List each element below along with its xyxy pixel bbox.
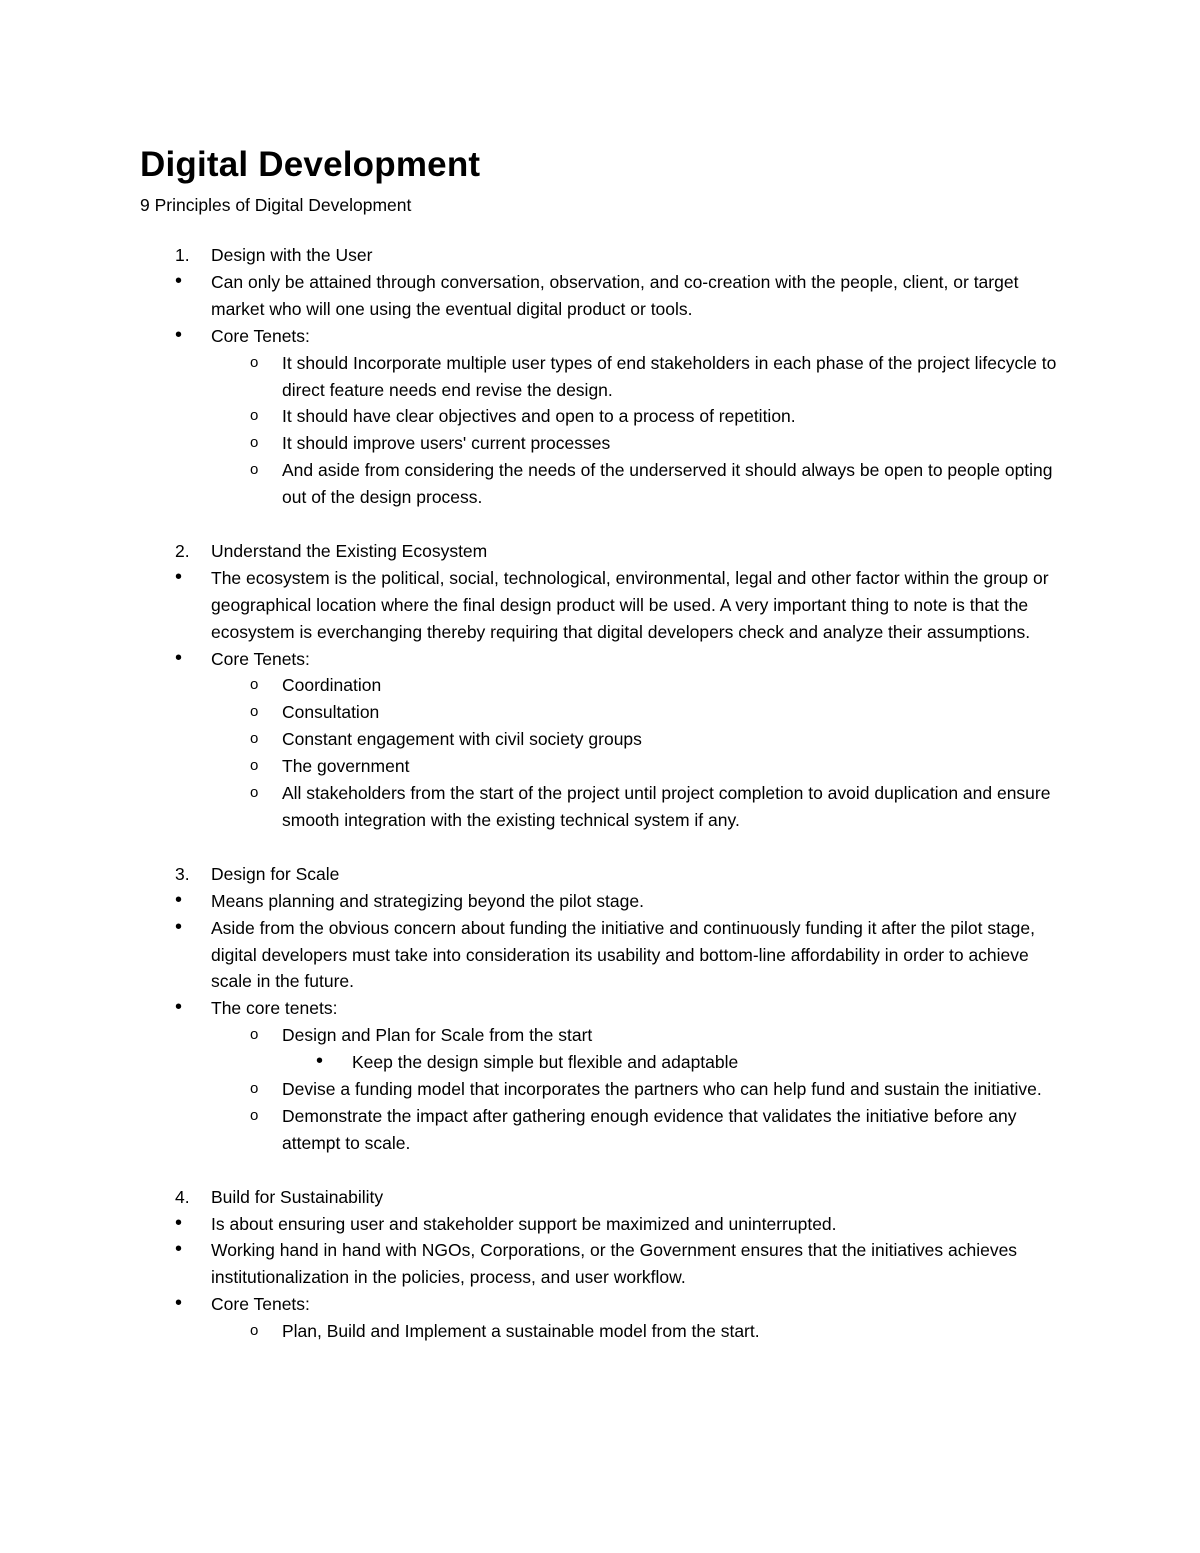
list-item-text: Is about ensuring user and stakeholder support be maximized and uninterrupted. [211, 1213, 837, 1234]
tenet-item [140, 1076, 1070, 1103]
document-body [140, 242, 1070, 1372]
principle-heading [140, 1184, 1070, 1211]
bullet-icon: • [316, 1050, 324, 1073]
tenet-item [140, 430, 1070, 457]
principle-heading [140, 861, 1070, 888]
tenet-item [140, 780, 1070, 834]
bullet-icon: • [175, 269, 183, 292]
list-item [140, 565, 1070, 646]
principle-heading [140, 538, 1070, 565]
list-item-text: Can only be attained through conversation, observation, and co-creation with the people, client, or target market who will one using the eventual digital product or tools. [211, 271, 1019, 319]
list-item [140, 915, 1070, 996]
circle-bullet-icon: o [250, 1026, 259, 1044]
list-number: 1. [175, 245, 190, 265]
tenet-item [140, 726, 1070, 753]
tenet-text: Devise a funding model that incorporates the partners who can help fund and sustain the initiative. [282, 1079, 1042, 1100]
list-item [140, 1237, 1070, 1291]
principle-section [140, 242, 1070, 511]
list-item-text: Core Tenets: [211, 325, 310, 346]
list-item-text: The core tenets: [211, 998, 338, 1019]
bullet-icon: • [175, 1292, 183, 1315]
bullet-icon: • [175, 996, 183, 1019]
circle-bullet-icon: o [250, 434, 259, 452]
principle-heading-text: Design for Scale [211, 863, 340, 884]
sub-tenet-text: Keep the design simple but flexible and adaptable [352, 1052, 739, 1073]
principle-heading [140, 242, 1070, 269]
list-item [140, 323, 1070, 350]
list-number: 3. [175, 863, 190, 884]
tenet-item [140, 350, 1070, 404]
list-item [140, 269, 1070, 323]
circle-bullet-icon: o [250, 407, 259, 425]
circle-bullet-icon: o [250, 703, 259, 721]
tenet-text: Coordination [282, 675, 382, 696]
list-item-text: Working hand in hand with NGOs, Corporations, or the Government ensures that the initiatives achieves institutionalization in the policies, process, and user workflow. [211, 1240, 1018, 1288]
circle-bullet-icon: o [250, 784, 259, 802]
circle-bullet-icon: o [250, 353, 259, 371]
tenet-text: Design and Plan for Scale from the start [282, 1025, 593, 1046]
tenet-item [140, 1022, 1070, 1049]
circle-bullet-icon: o [250, 1080, 259, 1098]
tenet-text: It should have clear objectives and open to a process of repetition. [282, 406, 796, 427]
bullet-icon: • [175, 1238, 183, 1261]
list-item [140, 646, 1070, 673]
bullet-icon: • [175, 565, 183, 588]
circle-bullet-icon: o [250, 1106, 259, 1124]
circle-bullet-icon: o [250, 1322, 259, 1340]
list-number: 2. [175, 540, 190, 561]
tenet-text: Plan, Build and Implement a sustainable model from the start. [282, 1321, 760, 1342]
document-title: Digital Development [140, 145, 481, 184]
bullet-icon: • [175, 1211, 183, 1234]
circle-bullet-icon: o [250, 461, 259, 479]
bullet-icon: • [175, 915, 183, 938]
bullet-icon: • [175, 888, 183, 911]
list-item-text: Core Tenets: [211, 1294, 310, 1315]
principle-heading-text: Build for Sustainability [211, 1186, 384, 1207]
list-item-text: Core Tenets: [211, 648, 310, 669]
principle-section [140, 861, 1070, 1157]
tenet-item [140, 457, 1070, 511]
bullet-icon: • [175, 646, 183, 669]
list-item-text: Means planning and strategizing beyond the pilot stage. [211, 890, 644, 911]
tenet-text: All stakeholders from the start of the project until project completion to avoid duplication and ensure smooth integration with the existing technical system if any. [282, 783, 1051, 831]
list-number: 4. [175, 1186, 190, 1207]
principle-section [140, 538, 1070, 834]
list-item [140, 1291, 1070, 1318]
principle-heading-text: Design with the User [211, 245, 373, 265]
tenet-item [140, 699, 1070, 726]
tenet-text: It should Incorporate multiple user types of end stakeholders in each phase of the project lifecycle to direct feature needs end revise the design. [282, 352, 1057, 400]
circle-bullet-icon: o [250, 757, 259, 775]
principle-section [140, 1184, 1070, 1345]
document-subtitle: 9 Principles of Digital Development [140, 195, 412, 215]
tenet-item [140, 672, 1070, 699]
circle-bullet-icon: o [250, 676, 259, 694]
tenet-item [140, 403, 1070, 430]
sub-tenet-item [140, 1049, 1070, 1076]
tenet-text: It should improve users' current processes [282, 433, 611, 454]
tenet-text: Demonstrate the impact after gathering enough evidence that validates the initiative before any attempt to scale. [282, 1105, 1017, 1153]
tenet-text: The government [282, 756, 410, 777]
list-item-text: The ecosystem is the political, social, technological, environmental, legal and other factor within the group or geographical location where the final design product will be used. A very important thing to note is that the ecosystem is everchanging thereby requiring that digital developers check and analyze their assumptions. [211, 567, 1049, 642]
tenet-item [140, 1318, 1070, 1345]
list-item-text: Aside from the obvious concern about funding the initiative and continuously funding it after the pilot stage, digital developers must take into consideration its usability and bottom-line affordability in order to achieve scale in the future. [211, 917, 1035, 992]
circle-bullet-icon: o [250, 730, 259, 748]
tenet-text: Consultation [282, 702, 380, 723]
list-item [140, 995, 1070, 1022]
list-item [140, 1211, 1070, 1238]
tenet-text: And aside from considering the needs of the underserved it should always be open to people opting out of the design process. [282, 460, 1053, 508]
tenet-text: Constant engagement with civil society groups [282, 729, 642, 750]
tenet-item [140, 753, 1070, 780]
tenet-item [140, 1103, 1070, 1157]
bullet-icon: • [175, 323, 183, 346]
principle-heading-text: Understand the Existing Ecosystem [211, 540, 488, 561]
list-item [140, 888, 1070, 915]
